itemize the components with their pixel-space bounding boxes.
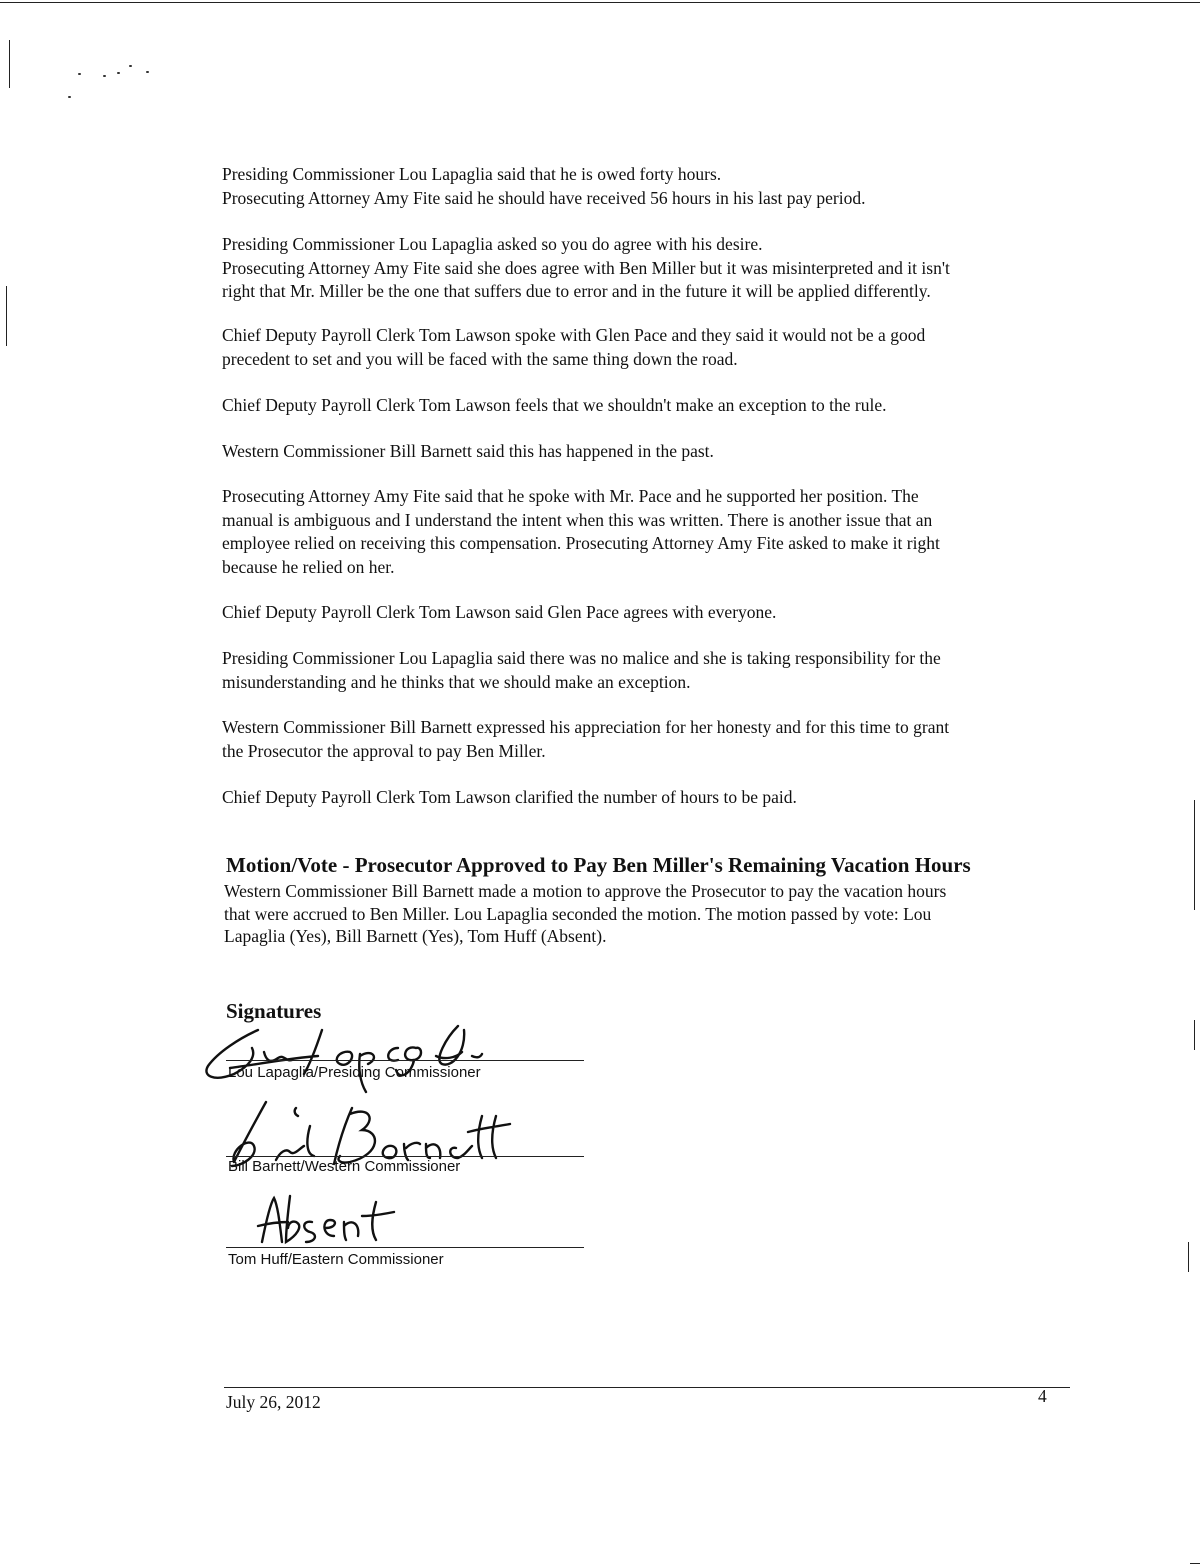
paragraph-line: Western Commissioner Bill Barnett expressed his appreciation for her honesty and for this time to grant [222,717,950,737]
scan-mark-right-3 [1188,1242,1189,1272]
paragraph-line: Presiding Commissioner Lou Lapaglia said there was no malice and she is taking responsibility for the [222,648,941,668]
scan-border-left [9,40,10,88]
signature-lou-lapaglia [200,1008,500,1098]
paragraph-line: employee relied on receiving this compensation. Prosecuting Attorney Amy Fite asked to make it right [222,533,940,553]
paragraph-line: right that Mr. Miller be the one that suffers due to error and in the future it will be applied differently. [222,281,931,301]
scan-mark-right-2 [1194,1020,1195,1050]
footer-rule [224,1387,1070,1388]
paragraph-line: Chief Deputy Payroll Clerk Tom Lawson said Glen Pace agrees with everyone. [222,602,777,622]
signature-line-2 [226,1156,584,1157]
motion-line: Western Commissioner Bill Barnett made a motion to approve the Prosecutor to pay the vacation hours [224,881,947,901]
scan-border-top [0,2,1200,3]
paragraph-6 [222,485,1082,579]
paragraph-line: manual is ambiguous and I understand the intent when this was written. There is another issue that an [222,509,933,530]
signature-caption-1: Lou Lapaglia/Presiding Commissioner [228,1064,481,1081]
scan-border-bottom [1190,1563,1200,1564]
paragraph-line: Western Commissioner Bill Barnett said this has happened in the past. [222,441,714,461]
paragraph-line: Chief Deputy Payroll Clerk Tom Lawson feels that we shouldn't make an exception to the rule. [222,395,887,415]
paragraph-line: because he relied on her. [222,556,395,577]
paragraph-line: Prosecuting Attorney Amy Fite said he should have received 56 hours in his last pay period. [222,187,866,208]
paragraph-1 [222,163,1082,210]
footer-date: July 26, 2012 [226,1392,321,1412]
paragraph-3 [222,324,1082,371]
signatures-heading: Signatures [226,999,322,1023]
paragraph-2 [222,233,1082,304]
paragraph-line: Chief Deputy Payroll Clerk Tom Lawson spoke with Glen Pace and they said it would not be a good [222,325,926,345]
paragraph-8 [222,647,1082,694]
paragraph-10 [222,786,1082,810]
motion-heading: Motion/Vote - Prosecutor Approved to Pay Ben Miller's Remaining Vacation Hours [226,853,971,877]
signature-caption-2: Bill Barnett/Western Commissioner [228,1158,461,1175]
paragraph-line: Prosecuting Attorney Amy Fite said she does agree with Ben Miller but it was misinterpreted and it isn't [222,257,950,278]
signature-absent [240,1192,400,1252]
paragraph-line: Chief Deputy Payroll Clerk Tom Lawson clarified the number of hours to be paid. [222,787,797,807]
scan-mark-left [6,286,7,346]
paragraph-line: Presiding Commissioner Lou Lapaglia asked so you do agree with his desire. [222,234,763,254]
paragraph-7 [222,601,1082,625]
motion-line: that were accrued to Ben Miller. Lou Lapaglia seconded the motion. The motion passed by vote: Lou [224,903,932,924]
scan-mark-right-1 [1194,800,1195,910]
signature-caption-3: Tom Huff/Eastern Commissioner [228,1251,444,1268]
motion-line: Lapaglia (Yes), Bill Barnett (Yes), Tom Huff (Absent). [224,926,607,946]
motion-text [224,880,1084,948]
paragraph-line: the Prosecutor the approval to pay Ben Miller. [222,740,546,761]
paragraph-line: precedent to set and you will be faced with the same thing down the road. [222,348,738,369]
page-number: 4 [1038,1386,1047,1406]
signature-line-3 [226,1247,584,1248]
paragraph-5 [222,440,1082,464]
paragraph-line: Presiding Commissioner Lou Lapaglia said that he is owed forty hours. [222,164,722,184]
paragraph-line: Prosecuting Attorney Amy Fite said that he spoke with Mr. Pace and he supported her position. The [222,486,919,506]
paragraph-9 [222,716,1082,763]
paragraph-4 [222,394,1082,418]
signature-line-1 [226,1060,584,1061]
paragraph-line: misunderstanding and he thinks that we should make an exception. [222,671,691,692]
